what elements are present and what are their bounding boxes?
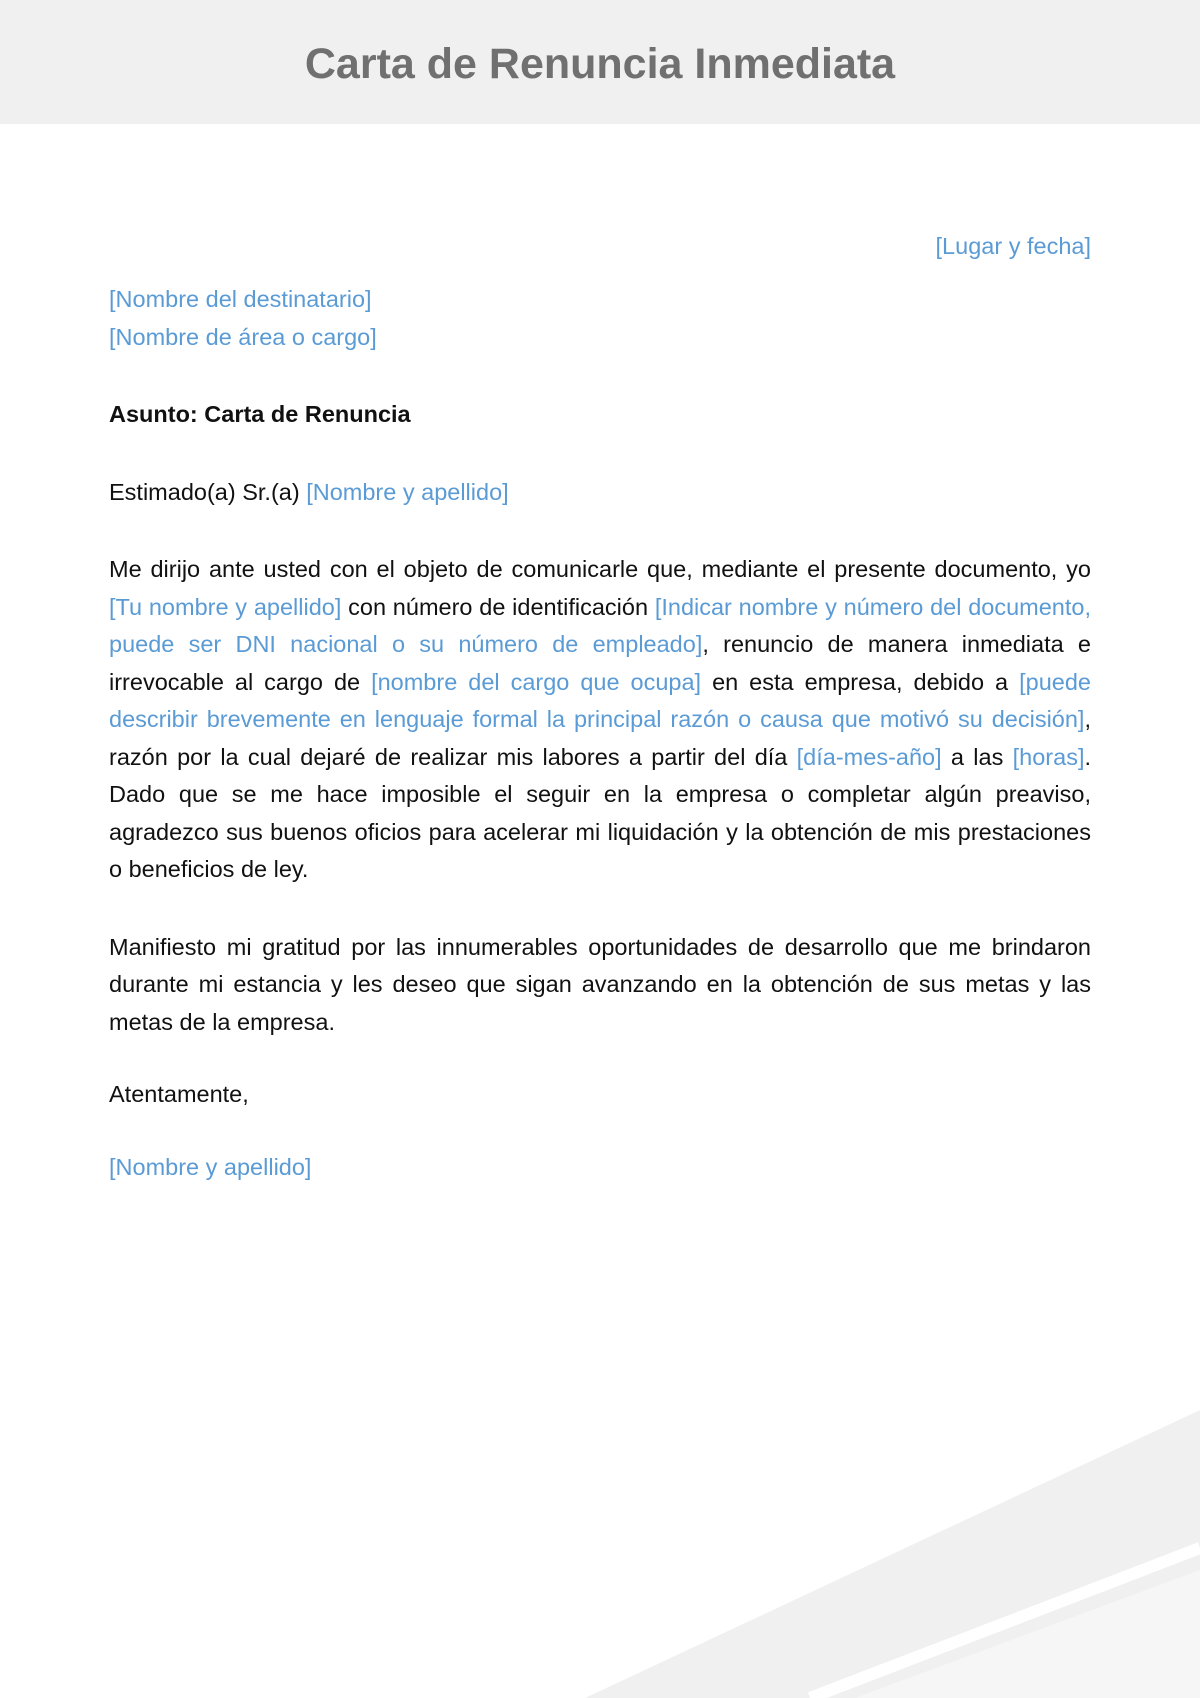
body-text: con número de identificación [341,593,655,620]
body-paragraph-1 [109,551,1091,889]
body-text: Me dirijo ante usted con el objeto de comunicarle que, mediante el presente documento, yo [109,556,1091,582]
body-text: , renuncio de manera inmediata e irrevocable al cargo de [109,631,1092,695]
body-text: a las [941,743,1013,770]
letter-body [109,228,1091,1186]
placeholder-text: [puede describir brevemente en lenguaje formal la principal razón o causa que motivó su decisión] [109,668,1091,732]
recipient-name: [Nombre del destinatario] [109,286,372,312]
document-title: Carta de Renuncia Inmediata [304,40,896,88]
decoration-stripe-divider [810,1548,1200,1698]
body-text: . Dado que se me hace imposible el seguir en la empresa o completar algún preaviso, agradezco sus buenos oficios para acelerar mi liquidación y la obtención de mis prestaciones o beneficios de ley. [109,743,1091,882]
greeting-prefix: Estimado(a) Sr.(a) [109,478,307,505]
closing-line: Atentamente, [109,1081,249,1107]
body-paragraph-2: Manifiesto mi gratitud por las innumerables oportunidades de desarrollo que me brindaron durante mi estancia y les deseo que sigan avanzando en la obtención de sus metas y las metas de la empresa. [109,933,1091,1035]
place-date [109,228,1091,265]
placeholder-text: [Tu nombre y apellido] [109,593,342,620]
place-date-placeholder: [Lugar y fecha] [935,233,1091,259]
subject-line: Asunto: Carta de Renuncia [109,401,411,427]
decoration-stripe-accent [855,1570,1200,1698]
decoration-stripe-large [585,1410,1200,1698]
signature-line: [Nombre y apellido] [109,1153,312,1180]
placeholder-text: [Indicar nombre y número del documento, puede ser DNI nacional o su número de empleado] [109,593,1092,657]
recipient-area: [Nombre de área o cargo] [109,323,377,350]
placeholder-text: [horas] [1012,743,1085,770]
body-text: , razón por la cual dejaré de realizar mis labores a partir del día [109,706,1091,770]
placeholder-text: [nombre del cargo que ocupa] [371,668,702,695]
greeting-name: [Nombre y apellido] [306,478,509,505]
body-text: en esta empresa, debido a [701,668,1020,695]
recipient-block [109,281,1091,356]
greeting-line [109,474,1091,512]
placeholder-text: [día-mes-año] [796,743,942,770]
